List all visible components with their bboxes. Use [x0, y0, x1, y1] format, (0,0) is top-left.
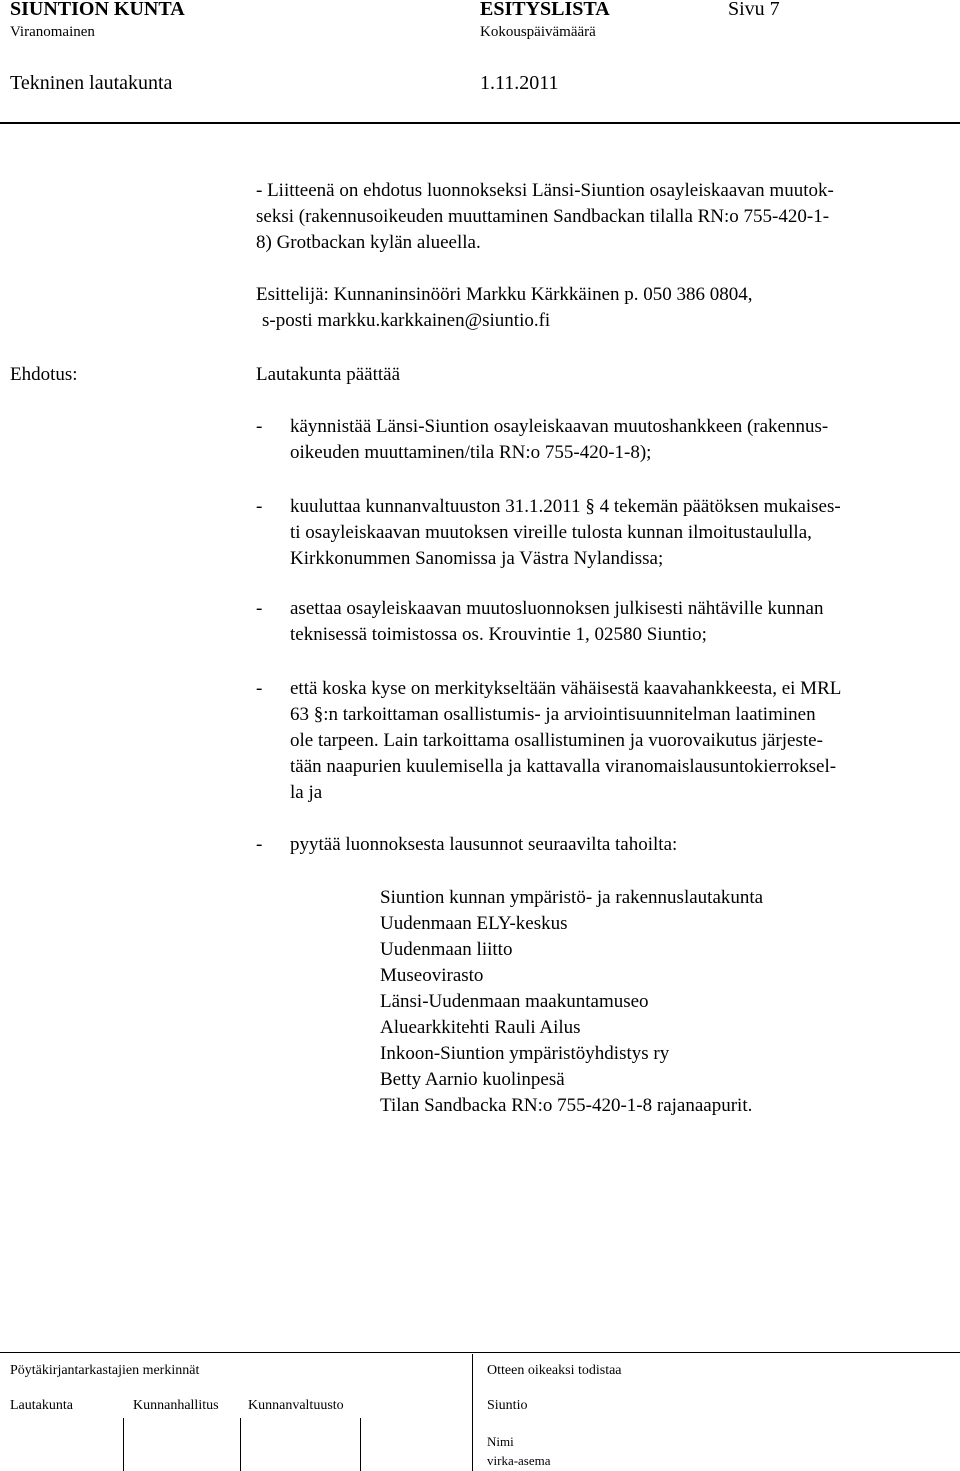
text-line: Kirkkonummen Sanomissa ja Västra Nylandissa;: [290, 548, 664, 569]
list-dash: -: [256, 678, 263, 699]
text-line: pyytää luonnoksesta lausunnot seuraavilta tahoilta:: [290, 834, 678, 855]
place-label: Siuntio: [487, 1398, 528, 1413]
list-dash: -: [256, 598, 263, 619]
text-line: ole tarpeen. Lain tarkoittama osallistuminen ja vuorovaikutus järjeste-: [290, 730, 823, 751]
list-item: [290, 676, 841, 806]
text-line: 8) Grotbackan kylän alueella.: [256, 232, 481, 253]
header-divider: [0, 122, 960, 124]
recipient-list: [380, 885, 763, 1119]
recipient: Betty Aarnio kuolinpesä: [380, 1069, 565, 1090]
footer-separator: [240, 1418, 241, 1471]
list-dash: -: [256, 496, 263, 517]
footer-separator: [472, 1354, 473, 1471]
footer-col-council: Kunnanvaltuusto: [248, 1398, 344, 1413]
text-line: la ja: [290, 782, 323, 803]
footer-divider: [0, 1352, 960, 1353]
recipient: Siuntion kunnan ympäristö- ja rakennuslautakunta: [380, 887, 764, 908]
text-line: teknisessä toimistossa os. Krouvintie 1, 02580 Siuntio;: [290, 624, 707, 645]
recipient: Aluearkkitehti Rauli Ailus: [380, 1017, 581, 1038]
authority-name: Tekninen lautakunta: [10, 72, 173, 94]
recipient: Tilan Sandbacka RN:o 755-420-1-8 rajanaapurit.: [380, 1095, 753, 1116]
proposal-label: Ehdotus:: [10, 364, 78, 385]
name-label: Nimi: [487, 1434, 514, 1449]
text-line: 63 §:n tarkoittaman osallistumis- ja arviointisuunnitelman laatiminen: [290, 704, 816, 725]
text-line: seksi (rakennusoikeuden muuttaminen Sandbackan tilalla RN:o 755-420-1-: [256, 206, 830, 227]
page-number: Sivu 7: [728, 0, 780, 20]
list-item: [290, 494, 841, 572]
authority-label: Viranomainen: [10, 24, 95, 40]
text-line: että koska kyse on merkitykseltään vähäisestä kaavahankkeesta, ei MRL: [290, 678, 842, 699]
recipient: Museovirasto: [380, 965, 484, 986]
list-item: [290, 596, 823, 648]
text-line: oikeuden muuttaminen/tila RN:o 755-420-1-8);: [290, 442, 652, 463]
list-item: [290, 832, 677, 858]
text-line: ti osayleiskaavan muutoksen vireille tulosta kunnan ilmoitustaululla,: [290, 522, 812, 543]
document-type: ESITYSLISTA: [480, 0, 610, 20]
list-dash: -: [256, 416, 263, 437]
footer-separator: [360, 1418, 361, 1471]
text-line: tään naapurien kuulemisella ja kattavalla viranomaislausuntokierroksel-: [290, 756, 837, 777]
text-line: asettaa osayleiskaavan muutosluonnoksen julkisesti nähtäville kunnan: [290, 598, 824, 619]
recipient: Länsi-Uudenmaan maakuntamuseo: [380, 991, 649, 1012]
list-dash: -: [256, 834, 263, 855]
list-item: [290, 414, 828, 466]
footer-separator: [123, 1418, 124, 1471]
text-line: kuuluttaa kunnanvaltuuston 31.1.2011 § 4 tekemän päätöksen mukaises-: [290, 496, 841, 517]
text-line: käynnistää Länsi-Siuntion osayleiskaavan muutoshankkeen (rakennus-: [290, 416, 829, 437]
footer-col-board: Lautakunta: [10, 1398, 73, 1413]
date-label: Kokouspäivämäärä: [480, 24, 596, 40]
recipient: Inkoon-Siuntion ympäristöyhdistys ry: [380, 1043, 670, 1064]
attachment-paragraph: [256, 178, 834, 256]
recipient: Uudenmaan ELY-keskus: [380, 913, 568, 934]
footer-col-government: Kunnanhallitus: [133, 1398, 219, 1413]
presenter-line: Esittelijä: Kunnaninsinööri Markku Kärkkäinen p. 050 386 0804,: [256, 284, 753, 305]
notes-label: Pöytäkirjantarkastajien merkinnät: [10, 1363, 200, 1378]
recipient: Uudenmaan liitto: [380, 939, 513, 960]
meeting-date: 1.11.2011: [480, 72, 559, 94]
proposal-heading: Lautakunta päättää: [256, 364, 401, 385]
text-line: - Liitteenä on ehdotus luonnokseksi Länsi-Siuntion osayleiskaavan muutok-: [256, 180, 834, 201]
position-label: virka-asema: [487, 1453, 551, 1468]
certified-label: Otteen oikeaksi todistaa: [487, 1363, 622, 1378]
presenter-email: s-posti markku.karkkainen@siuntio.fi: [262, 310, 551, 331]
org-name: SIUNTION KUNTA: [10, 0, 185, 20]
